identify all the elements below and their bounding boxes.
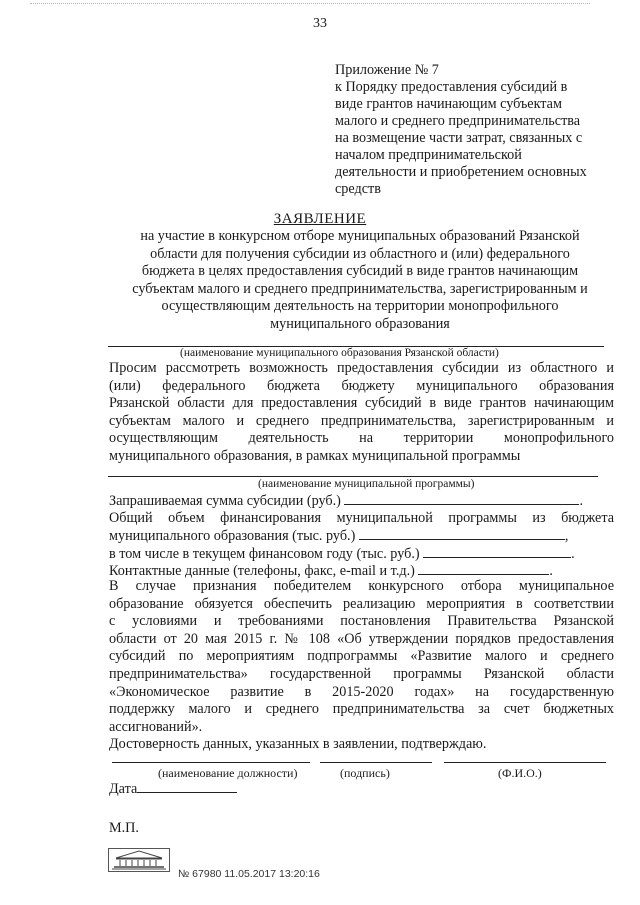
position-caption: (наименование должности) [158,766,298,780]
appendix-line: деятельности и приобретением основных [335,164,587,180]
contacts-row: Контактные данные (телефоны, факс, e-mail и т.д.) . [109,563,553,580]
date-field[interactable] [137,780,237,793]
request-line: Рязанской области для предоставления субсидий в виде грантов начинающим [109,395,614,412]
stamp-place-label: М.П. [109,820,139,836]
appendix-block [335,62,595,198]
appendix-line: малого и среднего предпринимательства [335,113,581,129]
municipality-caption: (наименование муниципального образования Рязанской области) [180,347,499,359]
obligation-paragraph [109,578,614,754]
program-name-field[interactable] [108,476,598,477]
appendix-line: на возмещение части затрат, связанных с [335,130,583,146]
subtitle-line: субъектам малого и среднего предпринимательства, зарегистрированным и [132,280,588,297]
appendix-line: началом предпринимательской [335,147,522,163]
program-caption: (наименование муниципальной программы) [258,478,475,490]
request-line: (или) федерального бюджета бюджету муниципального образования [109,377,614,394]
appendix-line: Приложение № 7 [335,62,439,78]
contacts-label: Контактные данные (телефоны, факс, e-mail и т.д.) [109,563,415,580]
requested-amount-label: Запрашиваемая сумма субсидии (руб.) [109,493,341,509]
obligation-line: с условиями и требованиями постановления Правительства Рязанской [109,613,614,630]
page-number: 33 [313,16,327,31]
obligation-line: «Экономическое развитие в 2015-2020 годах» на государственную [109,683,614,700]
obligation-line: предпринимательства» государственной программы Рязанской области [109,665,614,682]
current-year-label: в том числе в текущем финансовом году (тыс. руб.) [109,545,420,562]
document-title: ЗАЯВЛЕНИЕ [273,211,367,227]
volume-row: муниципального образования (тыс. руб.) , [109,528,569,545]
obligation-line: ассигнований». [109,718,203,735]
volume-field[interactable] [359,527,565,540]
appendix-line: средств [335,181,381,197]
appendix-line: виде грантов начинающим субъектам [335,96,562,112]
requested-amount-field[interactable] [344,492,579,505]
request-line: субъектам малого и среднего предпринимательства, зарегистрированным и [109,412,614,429]
name-caption: (Ф.И.О.) [498,766,542,780]
obligation-line: образование обязуется обеспечить реализацию мероприятия в соответствии [109,595,614,612]
appendix-line: к Порядку предоставления субсидий в [335,79,568,95]
volume-label-line1: Общий объем финансирования муниципальной программы из бюджета [109,509,614,526]
contacts-field[interactable] [418,562,549,575]
date-label: Дата [109,781,138,797]
obligation-line: В случае признания победителем конкурсного отбора муниципальное [109,578,614,594]
volume-label-line2: муниципального образования (тыс. руб.) [109,528,356,545]
request-line: Просим рассмотреть возможность предоставления субсидии из областного и [109,360,614,376]
request-paragraph [109,360,614,466]
requested-amount-row: Запрашиваемая сумма субсидии (руб.) . [109,493,583,509]
registry-building-icon [108,848,170,872]
date-row [109,780,237,798]
signature-caption: (подпись) [340,766,390,780]
subtitle-line: на участие в конкурсном отборе муниципальных образований Рязанской [140,228,580,244]
obligation-line: субсидий по мероприятиям подпрограммы «Развитие малого и среднего [109,648,614,665]
full-name-field[interactable] [444,762,606,763]
current-year-row: в том числе в текущем финансовом году (тыс. руб.) . [109,545,575,562]
obligation-line: области от 20 мая 2015 г. № 108 «Об утверждении порядков предоставления [109,630,614,647]
registry-stamp-text: № 67980 11.05.2017 13:20:16 [178,868,320,880]
signature-field[interactable] [320,762,432,763]
subtitle-line: бюджета в целях предоставления субсидий в виде грантов начинающим [141,263,579,280]
obligation-line: поддержку малого и среднего предпринимательства за счет бюджетных [109,701,614,718]
subtitle-line: муниципального образования [270,315,450,332]
current-year-field[interactable] [423,545,571,558]
subtitle-line: области для получения субсидии из областного и (или) федерального [150,245,570,262]
document-subtitle [100,228,620,334]
position-field[interactable] [112,762,310,763]
scan-edge-dots [30,3,590,6]
subtitle-line: осуществляющим деятельность на территории монопрофильного [161,298,559,315]
request-line: муниципального образования, в рамках муниципальной программы [109,447,521,464]
fields-block [109,492,614,580]
request-line: осуществляющим деятельность на территории монопрофильного [109,430,614,447]
confirmation-text: Достоверность данных, указанных в заявлении, подтверждаю. [109,736,487,753]
